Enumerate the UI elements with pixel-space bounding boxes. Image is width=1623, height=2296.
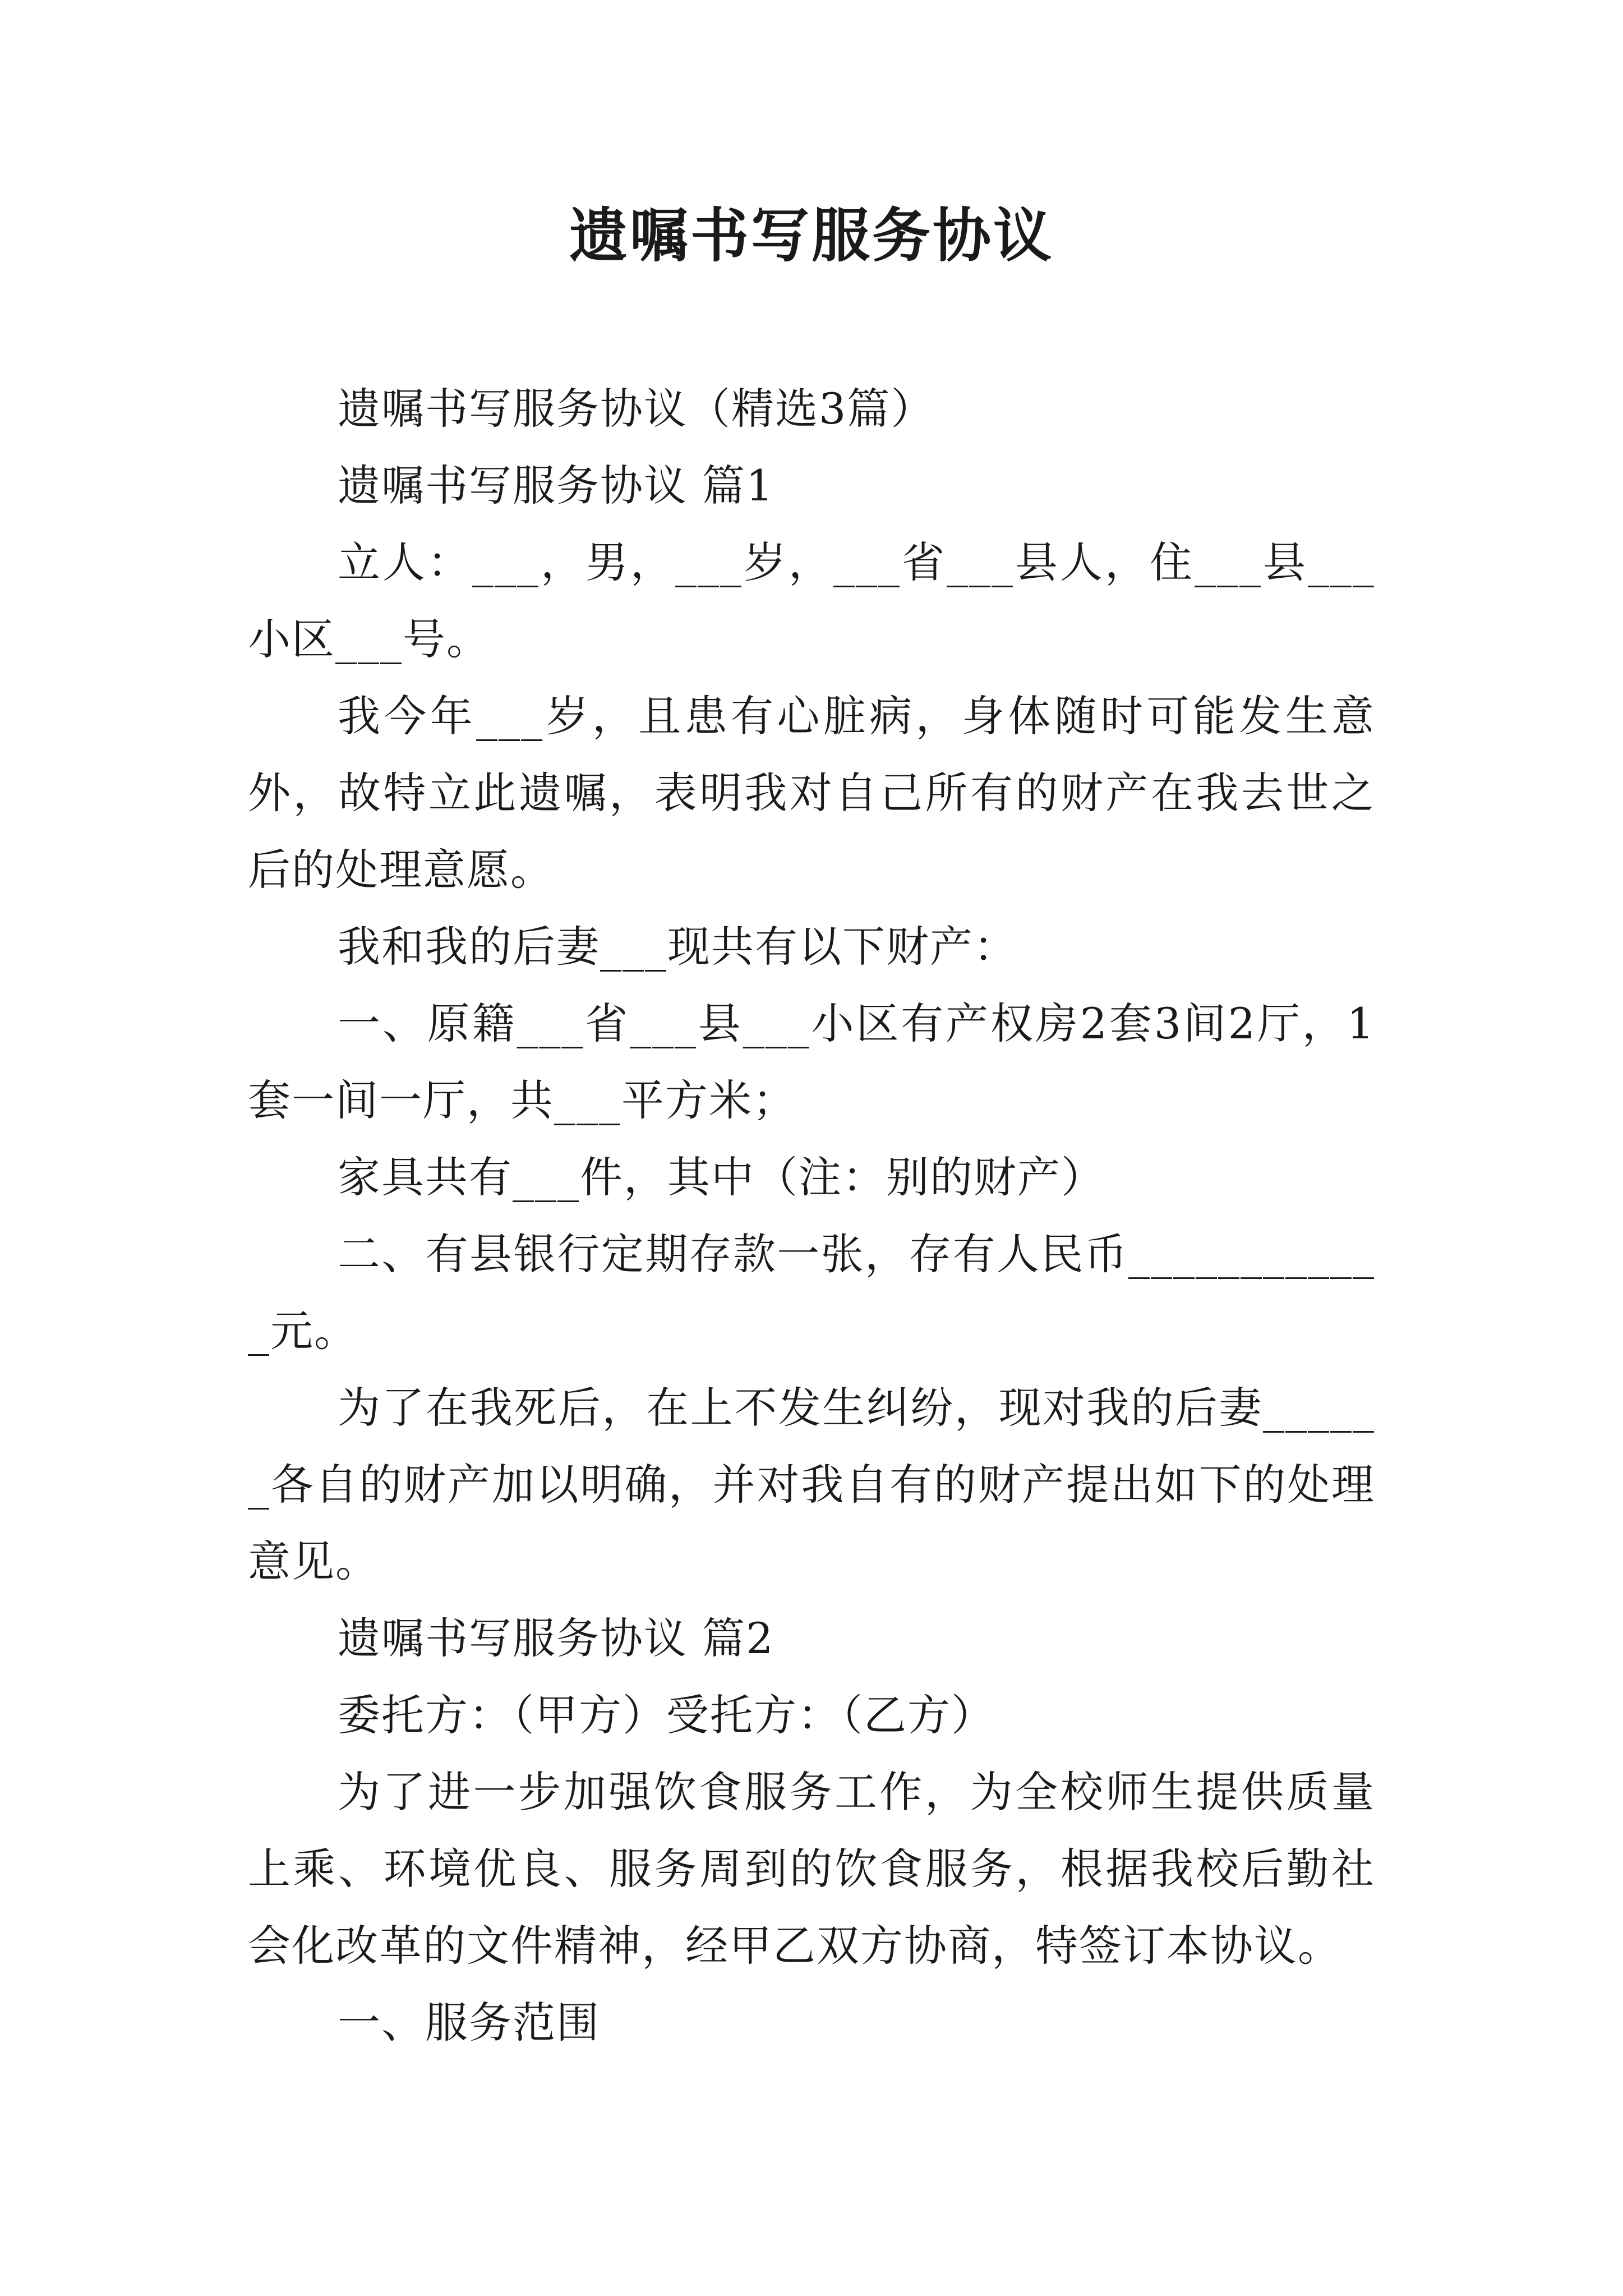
paragraph-testator-info: 立人：___，男，___岁，___省___县人，住___县___小区___号。 (248, 537, 1375, 664)
paragraph-furniture: 家具共有___件，其中（注：别的财产） (338, 1152, 1105, 1202)
document-body (248, 370, 1375, 2061)
paragraph-subtitle: 遗嘱书写服务协议（精选3篇） (338, 384, 935, 434)
paragraph-parties: 委托方：（甲方）受托方：（乙方） (338, 1690, 995, 1740)
paragraph-service-scope: 一、服务范围 (338, 1998, 600, 2047)
paragraph-joint-property: 我和我的后妻___现共有以下财产： (338, 922, 1017, 972)
paragraph-reason: 我今年___岁，且患有心脏病，身体随时可能发生意外，故特立此遗嘱，表明我对自己所有的财产在我去世之后的处理意愿。 (248, 691, 1375, 895)
document-title: 遗嘱书写服务协议 (569, 201, 1054, 270)
paragraph-property-house: 一、原籍___省___县___小区有产权房2套3间2厅，1套一间一厅，共___平方米； (248, 999, 1375, 1125)
paragraph-purpose: 为了进一步加强饮食服务工作，为全校师生提供质量上乘、环境优良、服务周到的饮食服务，根据我校后勤社会化改革的文件精神，经甲乙双方协商，特签订本协议。 (248, 1767, 1375, 1971)
section-heading-1: 遗嘱书写服务协议 篇1 (338, 461, 774, 510)
section-heading-2: 遗嘱书写服务协议 篇2 (338, 1613, 774, 1663)
paragraph-deposit: 二、有县银行定期存款一张，存有人民币____________元。 (248, 1229, 1375, 1356)
paragraph-disposal: 为了在我死后，在上不发生纠纷，现对我的后妻______各自的财产加以明确，并对我自有的财产提出如下的处理意见。 (248, 1383, 1375, 1586)
